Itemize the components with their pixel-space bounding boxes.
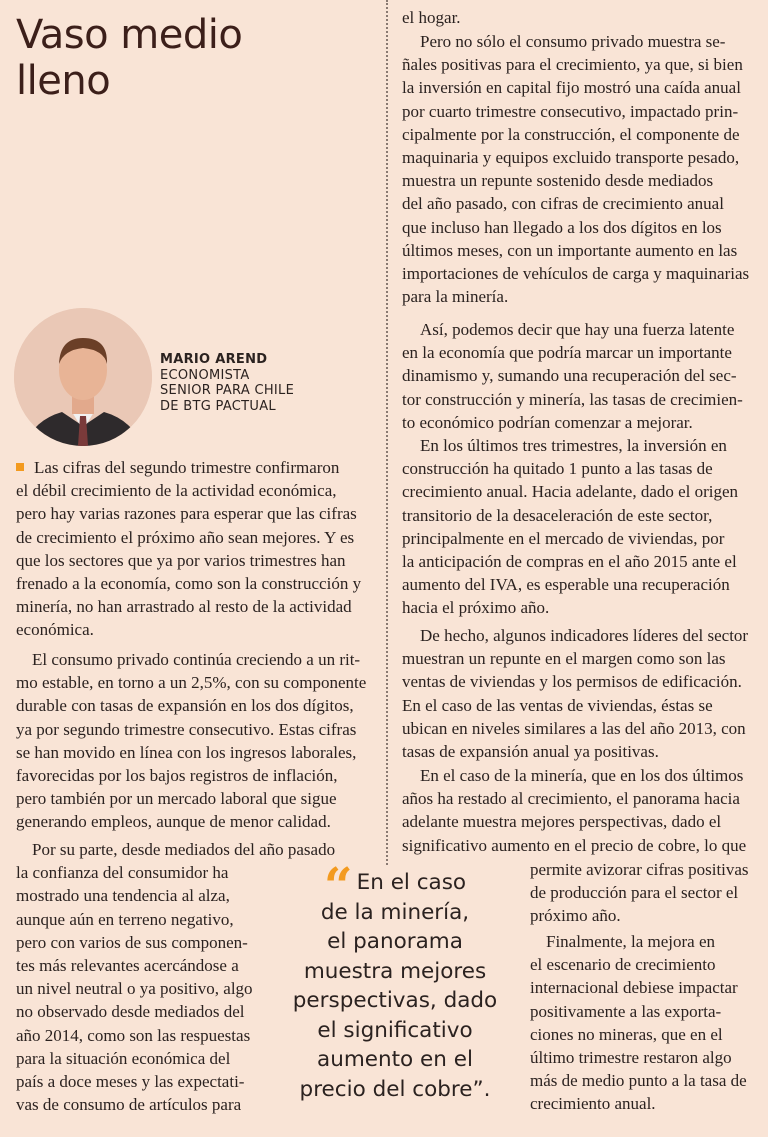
text-line: tasas de expansión anual ya positivas. — [402, 742, 659, 762]
text-line: cipalmente por la construcción, el componente de — [402, 124, 740, 144]
right-paragraph-0 — [402, 6, 756, 29]
text-line: adelante muestra mejores perspectivas, dado el — [402, 812, 722, 832]
text-line: año 2014, como son las respuestas — [16, 1025, 251, 1045]
quote-line: perspectivas, dado — [292, 988, 498, 1013]
text-line: mostrado una tendencia al alza, — [16, 886, 230, 906]
quote-line: precio del cobre”. — [299, 1076, 491, 1102]
right-paragraph-5 — [402, 764, 756, 857]
text-line: un nivel neutral o ya positivo, algo — [16, 979, 253, 999]
quote-line: aumento en el — [317, 1047, 473, 1072]
right-paragraph-2 — [402, 318, 756, 434]
text-line: tor construcción y minería, las tasas de crecimien- — [402, 389, 743, 409]
text-line: En el caso de la minería, que en los dos últimos — [420, 766, 744, 785]
text-line: significativo aumento en el precio de cobre, lo que — [402, 835, 747, 855]
text-line: En el caso de las ventas de viviendas, éstas se — [402, 695, 713, 715]
left-paragraph-2 — [16, 648, 366, 834]
text-line: pero también por un mercado laboral que sigue — [16, 789, 337, 809]
text-line: pero hay varias razones para esperar que las cifras — [16, 504, 357, 524]
right-paragraph-5-continued — [530, 858, 756, 928]
right-paragraph-3 — [402, 434, 756, 620]
text-line: la inversión en capital fijo mostró una caída anual — [402, 78, 741, 98]
text-line: ventas de viviendas y los permisos de edificación. — [402, 672, 742, 692]
text-line: aumento del IVA, es esperable una recuperación — [402, 575, 730, 595]
text-line: económica. — [16, 620, 94, 640]
text-line: más de medio punto a la tasa de — [530, 1071, 747, 1091]
text-line: la confianza del consumidor ha — [16, 863, 229, 883]
text-line: la anticipación de compras en el año 2015 ante el — [402, 552, 737, 572]
pull-quote — [286, 856, 504, 1104]
left-paragraph-1 — [16, 456, 366, 642]
text-line: De hecho, algunos indicadores líderes del sector — [420, 626, 749, 645]
author-photo — [14, 308, 152, 446]
text-line: principalmente en el mercado de viviendas, por — [402, 528, 725, 548]
text-line: favorecidas por los bajos registros de inflación, — [16, 766, 338, 786]
article-title — [16, 12, 242, 104]
quote-mark-icon: “ — [323, 856, 353, 915]
text-line: El consumo privado continúa creciendo a un rit- — [32, 650, 361, 669]
text-line: ñales positivas para el crecimiento, ya que, si bien — [402, 55, 743, 75]
text-line: vas de consumo de artículos para — [16, 1095, 242, 1115]
text-line: hacia el próximo año. — [402, 598, 550, 618]
author-portrait-icon — [14, 308, 152, 446]
text-line: positivamente a las exporta- — [530, 1001, 722, 1021]
title-line: Vaso medio — [16, 12, 243, 58]
text-line: el escenario de crecimiento — [530, 955, 716, 975]
author-name: MARIO AREND — [160, 352, 268, 367]
author-role-line: SENIOR PARA CHILE — [160, 383, 295, 398]
text-line: construcción ha quitado 1 punto a las tasas de — [402, 459, 713, 479]
text-line: crecimiento anual. Hacia adelante, dado el origen — [402, 482, 739, 502]
text-line: permite avizorar cifras positivas — [530, 860, 749, 879]
quote-line: de la minería, — [320, 899, 470, 925]
text-line: de producción para el sector el — [530, 883, 739, 903]
text-line: se han movido en línea con los ingresos laborales, — [16, 742, 357, 762]
text-line: Finalmente, la mejora en — [546, 932, 715, 951]
text-line: minería, no han arrastrado al resto de la actividad — [16, 597, 352, 617]
text-line: que los sectores que ya por varios trimestres han — [16, 550, 346, 570]
text-line: de crecimiento el próximo año sean mejores. Y es — [16, 527, 355, 547]
text-line: del año pasado, con cifras de crecimiento anual — [402, 194, 724, 214]
text-line: Pero no sólo el consumo privado muestra se- — [420, 32, 726, 51]
text-line: muestran un repunte en el margen como son las — [402, 649, 726, 669]
text-line: últimos meses, con un importante aumento en las — [402, 240, 738, 260]
text-line: to económico podrían comenzar a mejorar. — [402, 412, 693, 432]
text-line: ciones no mineras, que en el — [530, 1024, 723, 1044]
text-line: Así, podemos decir que hay una fuerza latente — [420, 320, 735, 339]
text-line: internacional debiese impactar — [530, 978, 738, 998]
author-byline — [160, 352, 294, 414]
text-line: maquinaria y equipos excluido transporte pesado, — [402, 148, 740, 168]
text-line: Las cifras del segundo trimestre confirmaron — [16, 456, 366, 479]
text-line: durable con tasas de expansión en los dos dígitos, — [16, 696, 354, 716]
text-line: último trimestre restaron algo — [530, 1048, 732, 1068]
column-divider — [386, 0, 388, 865]
right-paragraph-4 — [402, 624, 756, 763]
right-paragraph-6 — [530, 930, 756, 1116]
text-line: tes más relevantes acercándose a — [16, 956, 239, 976]
text-line: no observado desde mediados del — [16, 1002, 245, 1022]
text-line: dinamismo y, sumando una recuperación del sec- — [402, 366, 737, 386]
text-line: por cuarto trimestre consecutivo, impactado prin- — [402, 101, 739, 121]
text-line: crecimiento anual. — [530, 1094, 656, 1114]
text-line: el hogar. — [402, 8, 461, 27]
text-line: frenado a la economía, como son la construcción y — [16, 574, 362, 594]
text-line: para la situación económica del — [16, 1048, 231, 1068]
quote-line: muestra mejores — [303, 958, 487, 984]
title-line: lleno — [16, 58, 111, 104]
orange-square-icon — [16, 463, 24, 471]
text-line: próximo año. — [530, 906, 621, 926]
text-line: muestra un repunte sostenido desde mediados — [402, 171, 714, 191]
text-line: el débil crecimiento de la actividad económica, — [16, 481, 337, 501]
text-line: mo estable, en torno a un 2,5%, con su componente — [16, 673, 367, 693]
text-line: país a doce meses y las expectati- — [16, 1072, 245, 1092]
text-line: años ha restado al crecimiento, el panorama hacia — [402, 789, 740, 809]
author-role-line: DE BTG PACTUAL — [160, 398, 276, 414]
author-role-line: ECONOMISTA — [160, 367, 250, 383]
quote-line: el panorama — [327, 929, 463, 954]
text-line: transitorio de la desaceleración de este sector, — [402, 505, 713, 525]
text-line: ubican en niveles similares a las del año 2013, con — [402, 718, 746, 738]
text-line: para la minería. — [402, 287, 509, 307]
text-line: importaciones de vehículos de carga y maquinarias — [402, 264, 750, 284]
text-line: ya por segundo trimestre consecutivo. Estas cifras — [16, 719, 357, 739]
text-line: En los últimos tres trimestres, la inversión en — [420, 436, 727, 455]
text-line: en la economía que podría marcar un importante — [402, 343, 732, 363]
quote-line: “ En el caso — [323, 856, 467, 915]
text-line: aunque aún en terreno negativo, — [16, 909, 234, 929]
text-line: pero con varios de sus componen- — [16, 932, 248, 952]
quote-line: el significativo — [317, 1017, 473, 1043]
text-line: Por su parte, desde mediados del año pasado — [32, 840, 336, 859]
text-line: generando empleos, aunque de menor calidad. — [16, 812, 331, 832]
right-paragraph-1 — [402, 30, 756, 308]
text-line: que incluso han llegado a los dos dígitos en los — [402, 217, 722, 237]
